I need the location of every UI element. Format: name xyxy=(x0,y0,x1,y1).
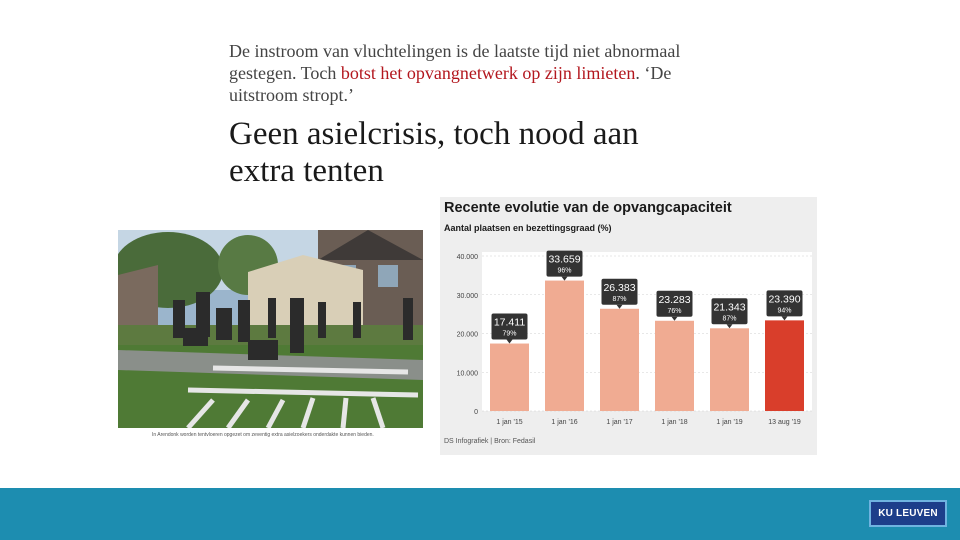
x-tick-label: 1 jan '18 xyxy=(661,419,688,426)
photo-illustration xyxy=(118,230,423,443)
x-tick-label: 1 jan '17 xyxy=(606,419,633,426)
ku-leuven-logo: KU LEUVEN xyxy=(869,500,947,527)
y-tick-label: 40.000 xyxy=(456,254,478,261)
footer-band xyxy=(0,488,960,540)
value-label: 23.283 xyxy=(658,293,691,306)
occupancy-label: 79% xyxy=(502,330,517,338)
y-tick-label: 0 xyxy=(474,409,478,416)
intro-highlight: botst het opvangnetwerk op zijn limieten xyxy=(340,63,636,83)
infographic xyxy=(440,197,817,455)
bar xyxy=(655,321,694,411)
infographic-title: Recente evolutie van de opvangcapaciteit xyxy=(444,200,732,216)
occupancy-label: 94% xyxy=(777,307,792,315)
news-photo xyxy=(118,230,423,443)
infographic-source: DS Infografiek | Bron: Fedasil xyxy=(444,438,536,445)
value-label: 33.659 xyxy=(548,253,581,266)
article-headline: Geen asielcrisis, toch nood aan extra tenten xyxy=(229,116,639,189)
x-tick-label: 1 jan '19 xyxy=(716,419,743,426)
y-tick-label: 30.000 xyxy=(456,292,478,300)
value-label: 26.383 xyxy=(603,281,636,294)
occupancy-label: 87% xyxy=(722,315,737,323)
value-label: 17.411 xyxy=(493,316,526,329)
article-intro xyxy=(229,40,689,106)
bar xyxy=(545,281,584,411)
value-label: 21.343 xyxy=(713,301,746,314)
occupancy-label: 87% xyxy=(612,295,627,303)
x-tick-label: 13 aug '19 xyxy=(768,419,801,426)
intro-text-2: . ‘De uitstroom stropt.’ xyxy=(229,63,672,105)
occupancy-label: 96% xyxy=(557,267,572,275)
y-tick-label: 20.000 xyxy=(456,331,478,339)
value-label: 23.390 xyxy=(768,293,801,306)
y-tick-label: 10.000 xyxy=(456,370,478,378)
x-tick-label: 1 jan '15 xyxy=(496,419,523,426)
plot-area xyxy=(482,252,812,411)
bar xyxy=(765,320,804,411)
occupancy-label: 76% xyxy=(667,307,682,315)
x-tick-label: 1 jan '16 xyxy=(551,419,578,426)
photo-caption: In Arendonk worden tentvloeren opgezet om zeventig extra asielzoekers onderdakte kunnen bieden. xyxy=(152,432,374,438)
bar xyxy=(490,344,529,411)
bar xyxy=(710,328,749,411)
infographic-subtitle: Aantal plaatsen en bezettingsgraad (%) xyxy=(444,223,612,233)
intro-text-1: De instroom van vluchtelingen is de laatste tijd niet abnormaal gestegen. Toch xyxy=(229,41,681,83)
bar-chart xyxy=(440,237,817,432)
bar xyxy=(600,309,639,411)
